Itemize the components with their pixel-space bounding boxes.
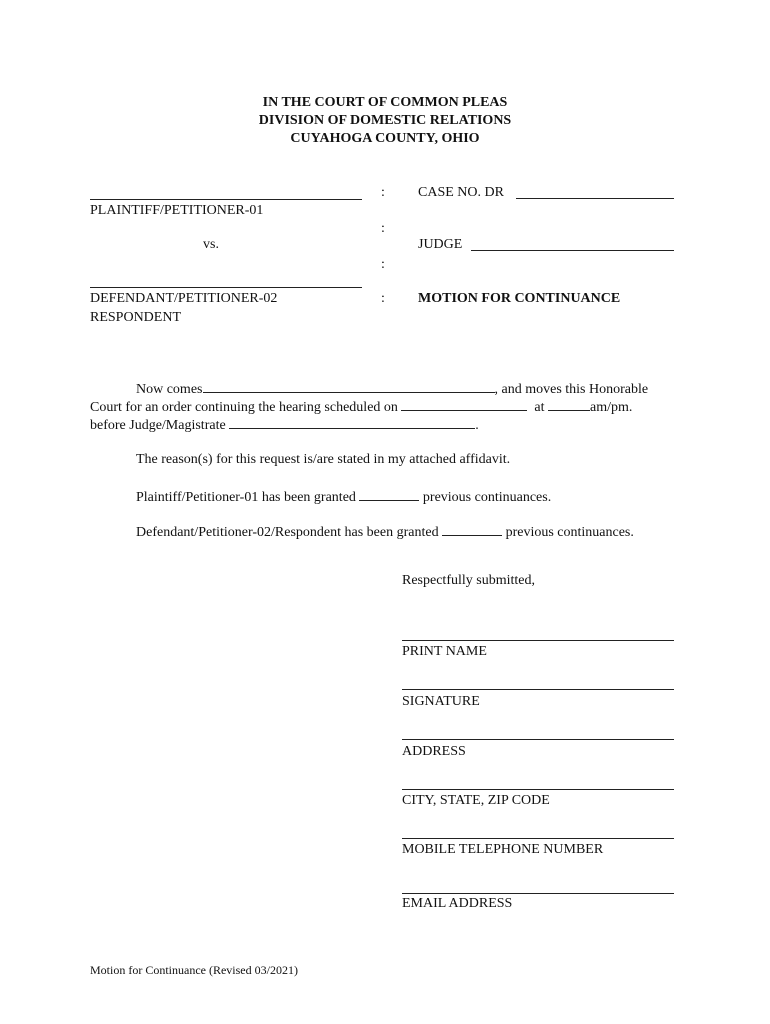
movant-name-field[interactable] <box>203 380 495 393</box>
case-number-label: CASE NO. DR <box>418 185 504 200</box>
signature-label: SIGNATURE <box>402 694 480 709</box>
respectfully-submitted: Respectfully submitted, <box>402 573 535 588</box>
versus-label: vs. <box>203 237 219 252</box>
case-number-field[interactable] <box>516 198 674 199</box>
form-revision-footer: Motion for Continuance (Revised 03/2021) <box>90 963 298 977</box>
defendant-name-line[interactable] <box>90 287 362 288</box>
para1-line3 <box>90 416 479 434</box>
moves-text: , and moves this Honorable <box>494 382 649 397</box>
motion-title: MOTION FOR CONTINUANCE <box>418 291 621 306</box>
judge-field[interactable] <box>471 250 674 251</box>
respondent-label: RESPONDENT <box>90 310 182 325</box>
city-state-zip-line[interactable] <box>402 789 674 790</box>
caption-colon: : <box>381 221 385 236</box>
division-name: DIVISION OF DOMESTIC RELATIONS <box>258 113 512 128</box>
email-label: EMAIL ADDRESS <box>402 896 513 911</box>
print-name-label: PRINT NAME <box>402 644 487 659</box>
county-name: CUYAHOGA COUNTY, OHIO <box>290 131 480 146</box>
now-comes-text: Now comes <box>136 382 203 397</box>
plaintiff-label: PLAINTIFF/PETITIONER-01 <box>90 203 264 218</box>
court-name: IN THE COURT OF COMMON PLEAS <box>262 95 508 110</box>
email-line[interactable] <box>402 893 674 894</box>
defendant-granted-text: Defendant/Petitioner-02/Respondent has been granted <box>136 525 439 540</box>
at-text: at <box>534 400 545 415</box>
plaintiff-continuances <box>136 488 551 506</box>
before-judge-text: before Judge/Magistrate <box>90 418 226 433</box>
ampm-text: am/pm. <box>590 400 633 415</box>
plaintiff-count-field[interactable] <box>359 488 419 501</box>
defendant-continuances <box>136 523 634 541</box>
defendant-count-field[interactable] <box>442 523 502 536</box>
address-label: ADDRESS <box>402 744 466 759</box>
address-line[interactable] <box>402 739 674 740</box>
defendant-label: DEFENDANT/PETITIONER-02 <box>90 291 278 306</box>
mobile-phone-label: MOBILE TELEPHONE NUMBER <box>402 842 604 857</box>
signature-line[interactable] <box>402 689 674 690</box>
mobile-phone-line[interactable] <box>402 838 674 839</box>
plaintiff-previous-text: previous continuances. <box>422 490 552 505</box>
para1-line1 <box>136 380 648 398</box>
plaintiff-granted-text: Plaintiff/Petitioner-01 has been granted <box>136 490 356 505</box>
judge-magistrate-field[interactable] <box>229 416 475 429</box>
judge-label: JUDGE <box>418 237 463 252</box>
plaintiff-name-line[interactable] <box>90 199 362 200</box>
caption-colon: : <box>381 185 385 200</box>
caption-colon: : <box>381 291 385 306</box>
period-text: . <box>475 418 479 433</box>
hearing-text: Court for an order continuing the hearing scheduled on <box>90 400 398 415</box>
city-state-zip-label: CITY, STATE, ZIP CODE <box>402 793 550 808</box>
hearing-date-field[interactable] <box>401 398 527 411</box>
hearing-time-field[interactable] <box>548 398 590 411</box>
defendant-previous-text: previous continuances. <box>505 525 634 540</box>
caption-colon: : <box>381 257 385 272</box>
reason-statement: The reason(s) for this request is/are stated in my attached affidavit. <box>136 452 511 467</box>
para1-line2 <box>90 398 632 416</box>
print-name-line[interactable] <box>402 640 674 641</box>
